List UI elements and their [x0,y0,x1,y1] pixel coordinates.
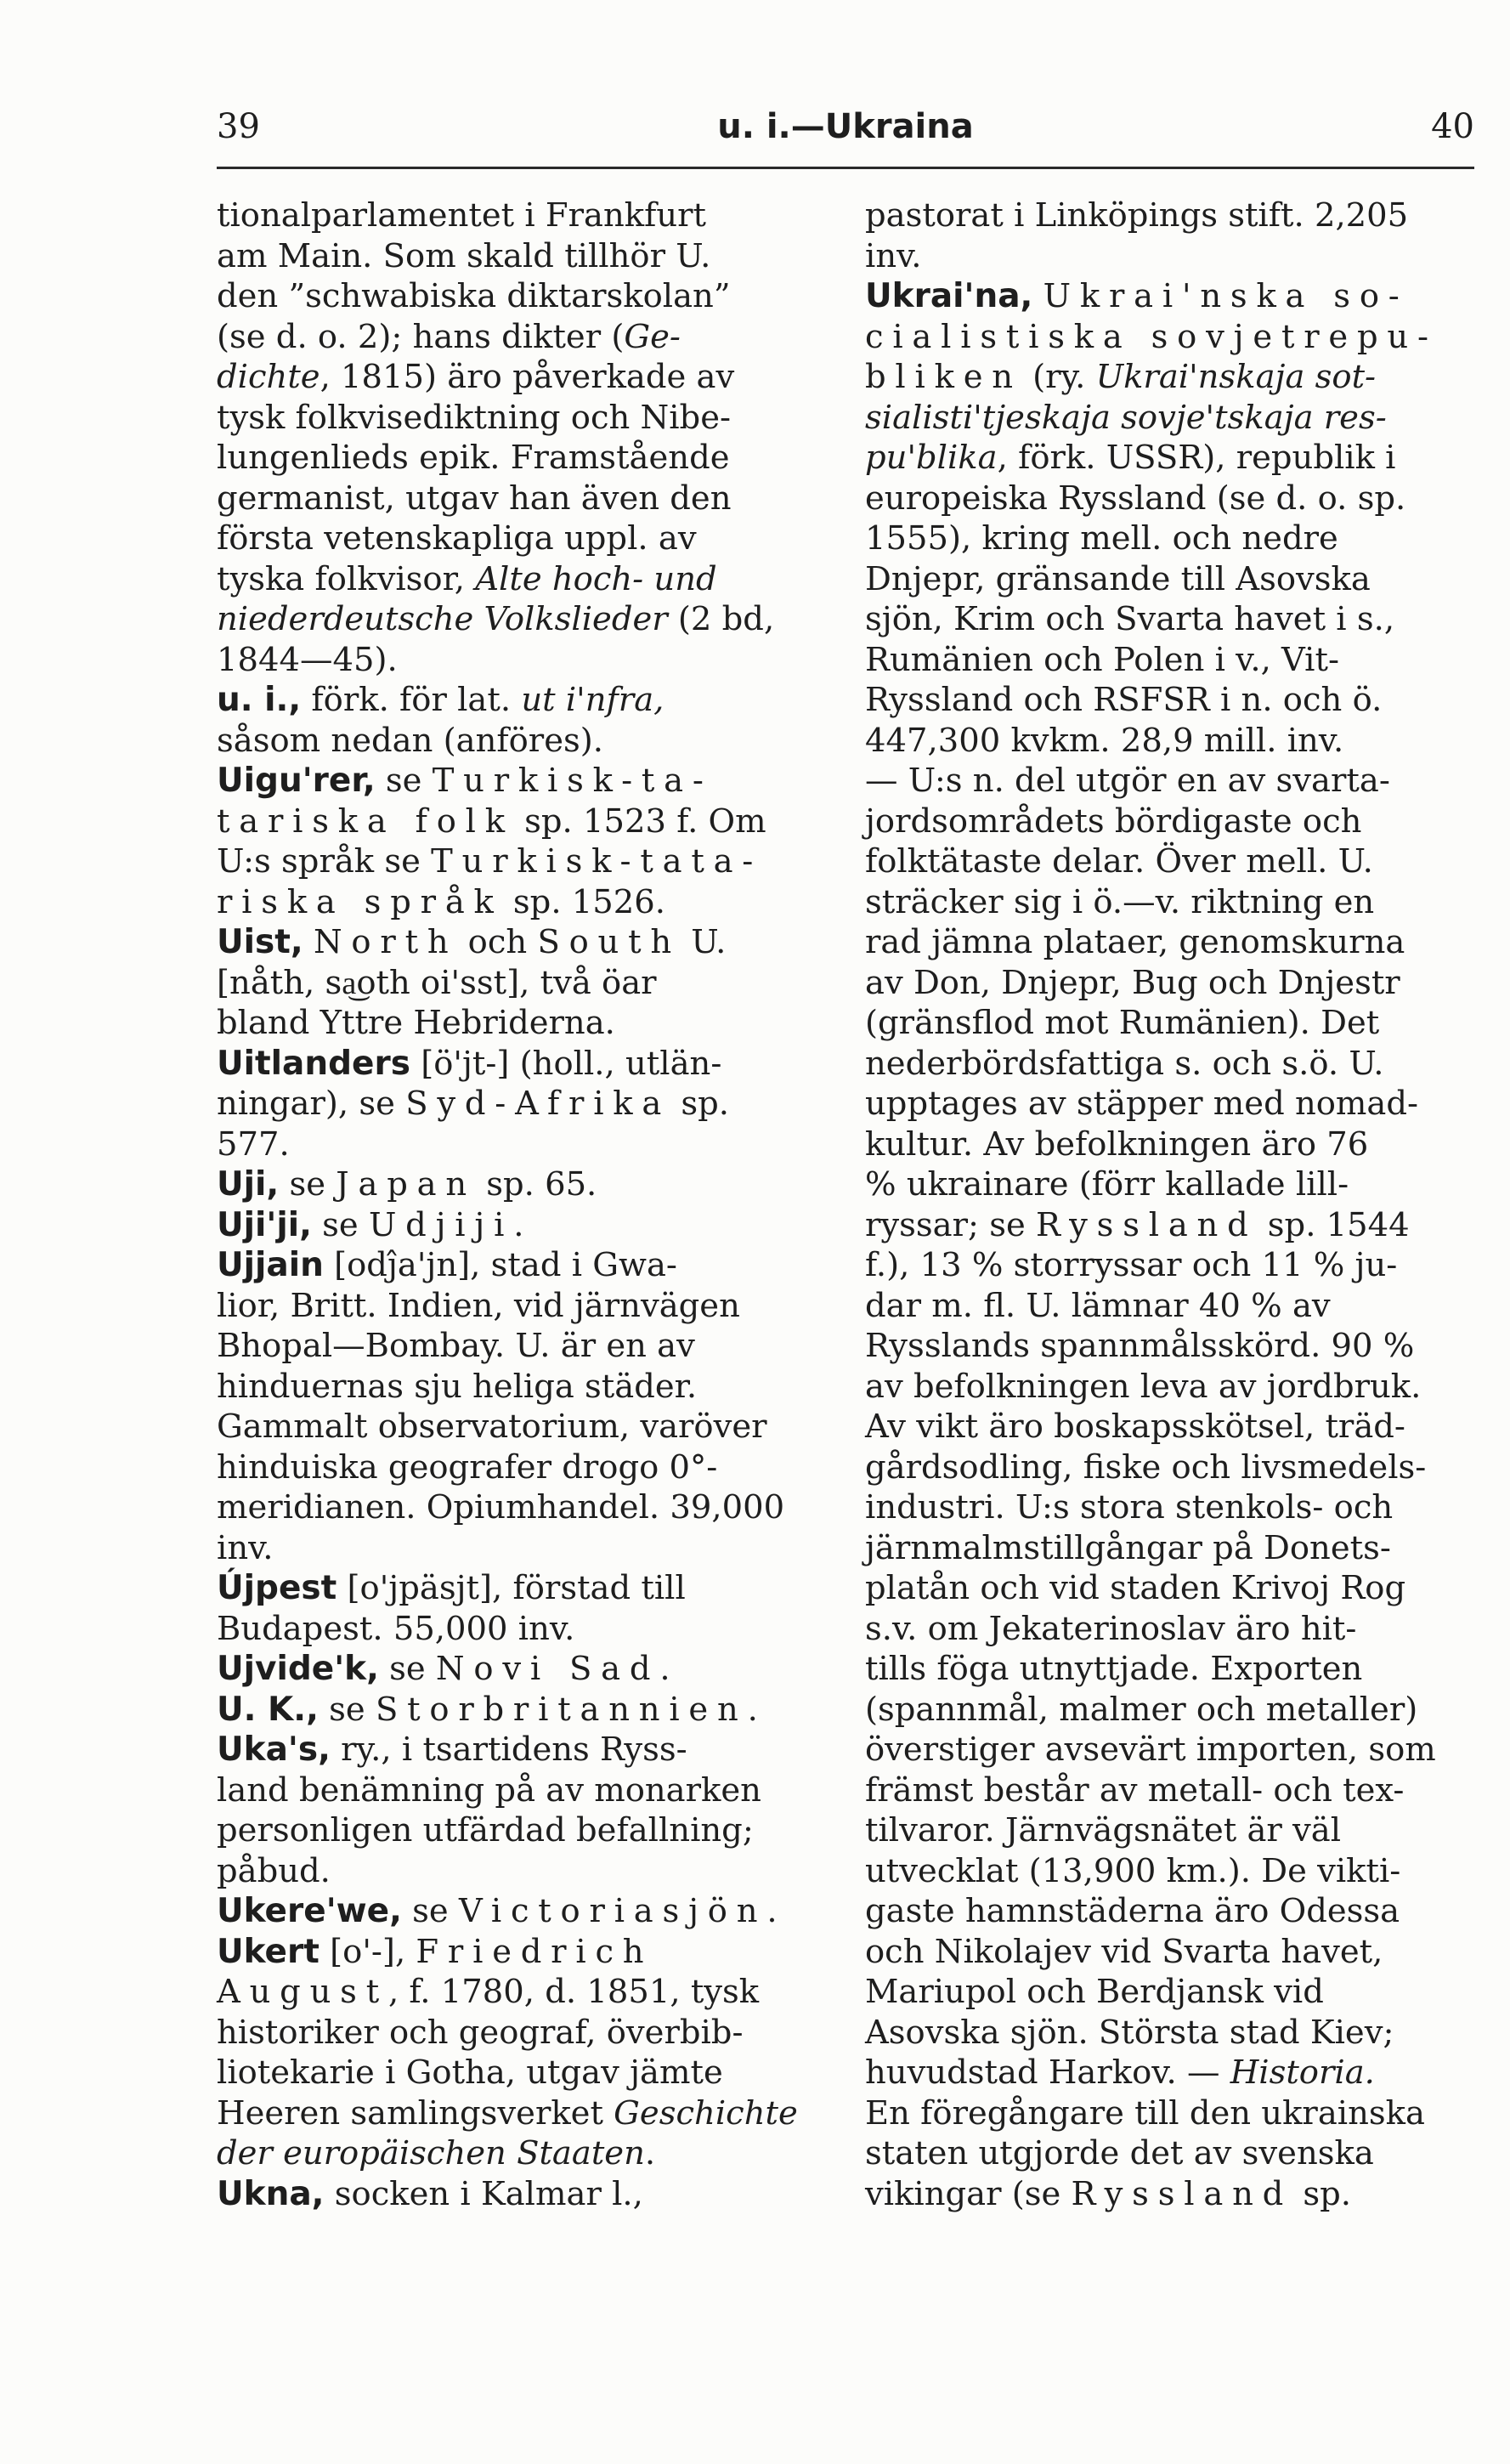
entry-ukerewe: Ukere'we, se Victoriasjön. [217,1892,778,1930]
headword: Ujjain [217,1246,324,1284]
text-line: meridianen. Opiumhandel. 39,000 [217,1488,785,1527]
text-line: Dnjepr, gränsande till Asovska [865,559,1371,598]
text-line: gaste hamnstäderna äro Odessa [865,1892,1400,1930]
entry-uitlanders: Uitlanders [ö'jt-] (holl., utlän- [217,1044,722,1083]
text-line: Heeren samlingsverket Geschichte [217,2093,798,2133]
headword: Ukere'we, [217,1892,402,1930]
text-line: huvudstad Harkov. — Historia. [865,2053,1375,2092]
text-line: riska språk sp. 1526. [217,882,666,921]
text-line: inv. [217,1528,274,1567]
text-line: staten utgjorde det av svenska [865,2134,1374,2172]
text-line: sialisti'tjeskaja sovje'tskaja res- [865,398,1387,437]
text-line: liotekarie i Gotha, utgav jämte [217,2053,723,2092]
entry-ujpest: Újpest [o'jpäsjt], förstad till [217,1569,686,1607]
text-line: Bhopal—Bombay. U. är en av [217,1327,695,1365]
text-line: vikingar (se Ryssland sp. [865,2174,1351,2213]
headword: Ujvide'k, [217,1650,379,1688]
text-line: tionalparlamentet i Frankfurt [217,196,707,235]
text-line: europeiska Ryssland (se d. o. sp. [865,479,1406,518]
text-line: % ukrainare (förr kallade lill- [865,1165,1349,1204]
text-line: niederdeutsche Volkslieder (2 bd, [217,600,775,638]
entry-ujvidek: Ujvide'k, se Novi Sad. [217,1650,670,1688]
headword: Uist, [217,923,303,961]
text-line: nederbördsfattiga s. och s.ö. U. [865,1044,1384,1083]
text-line: historiker och geograf, överbib- [217,2013,744,2052]
text-line: folktätaste delar. Över mell. U. [865,842,1373,881]
text-line: industri. U:s stora stenkols- och [865,1488,1394,1527]
text-line: Budapest. 55,000 inv. [217,1609,575,1648]
text-line: tilvaror. Järnvägsnätet är väl [865,1811,1342,1849]
text-line: bliken (ry. Ukrai'nskaja sot- [865,358,1377,396]
text-line: land benämning på av monarken [217,1770,761,1810]
text-line: dar m. fl. U. lämnar 40 % av [865,1286,1331,1325]
text-line: av Don, Dnjepr, Bug och Dnjestr [865,963,1400,1002]
page-number-left: 39 [217,107,260,146]
headword: Ukrai'na, [865,277,1033,315]
text-line: och Nikolajev vid Svarta havet, [865,1932,1383,1971]
text-line: 1844—45). [217,640,398,679]
text-line: inv. [865,236,922,275]
text-line: En föregångare till den ukrainska [865,2093,1425,2133]
right-column [865,195,1473,2214]
text-line: lior, Britt. Indien, vid järnvägen [217,1286,740,1325]
text-line: (se d. o. 2); hans dikter (Ge- [217,317,681,356]
page-number-right: 40 [1431,107,1474,146]
text-line: påbud. [217,1851,331,1890]
text-line: såsom nedan (anföres). [217,721,604,760]
text-line: Av vikt äro boskapsskötsel, träd- [865,1408,1405,1446]
text-line: tyska folkvisor, Alte hoch- und [217,559,717,598]
entry-uji: Uji, se Japan sp. 65. [217,1165,597,1204]
text-line: [nåth, sa͜oth oi'sst], två öar [217,963,657,1002]
entry-uist: Uist, North och South U. [217,923,727,961]
text-line: am Main. Som skald tillhör U. [217,236,711,275]
left-column [217,195,824,2214]
entry-ukert: Ukert [o'-], Friedrich [217,1932,653,1971]
text-line: hinduiska geografer drogo 0°- [217,1447,718,1487]
headword: u. i., [217,681,302,719]
entry-uk: U. K., se Storbritannien. [217,1690,758,1729]
text-line: (spannmål, malmer och metaller) [865,1690,1418,1729]
text-line: första vetenskapliga uppl. av [217,519,697,558]
text-line: ningar), se Syd-Afrika sp. [217,1085,730,1123]
text-line: hinduernas sju heliga städer. [217,1367,698,1406]
text-line: Gammalt observatorium, varöver [217,1408,767,1446]
text-line: personligen utfärdad befallning; [217,1811,754,1849]
text-line: bland Yttre Hebriderna. [217,1004,615,1042]
text-line: Asovska sjön. Största stad Kiev; [865,2013,1394,2052]
text-line: — U:s n. del utgör en av svarta- [865,762,1390,800]
header-rule [217,167,1474,169]
headword: Ukert [217,1932,320,1971]
headword: Uigu'rer, [217,762,376,800]
text-line: (gränsflod mot Rumänien). Det [865,1004,1380,1042]
text-line: rad jämna plataer, genomskurna [865,923,1405,961]
text-line: pastorat i Linköpings stift. 2,205 [865,196,1409,235]
headword: U. K., [217,1690,319,1729]
text-line: Ryssland och RSFSR i n. och ö. [865,681,1383,719]
entry-ukas: Uka's, ry., i tsartidens Ryss- [217,1730,687,1769]
entry-ujiji: Uji'ji, se Udjiji. [217,1205,524,1244]
headword: Uji, [217,1165,280,1204]
text-line: tills föga utnyttjade. Exporten [865,1650,1363,1688]
text-line: 447,300 kvkm. 28,9 mill. inv. [865,721,1344,760]
text-line: tariska folk sp. 1523 f. Om [217,802,766,841]
text-line: överstiger avsevärt importen, som [865,1730,1436,1769]
text-line: utvecklat (13,900 km.). De vikti- [865,1851,1401,1890]
text-line: cialistiska sovjetrepu- [865,317,1438,356]
text-line: Rysslands spannmålsskörd. 90 % [865,1327,1415,1365]
text-line: pu'blika, förk. USSR), republik i [865,439,1396,477]
text-line: av befolkningen leva av jordbruk. [865,1367,1422,1406]
running-title: u. i.—Ukraina [717,107,974,146]
text-line: 577. [217,1124,290,1164]
entry-ukraina: Ukrai'na, Ukrai'nska so- [865,277,1409,315]
text-line: ryssar; se Ryssland sp. 1544 [865,1205,1410,1244]
headword: Uka's, [217,1730,331,1769]
text-line: Rumänien och Polen i v., Vit- [865,640,1339,679]
page-header [217,107,1474,158]
text-line: den ”schwabiska diktarskolan” [217,277,731,315]
entry-ui: u. i., förk. för lat. ut i'nfra, [217,681,665,719]
text-line: August, f. 1780, d. 1851, tysk [217,1973,760,2011]
text-line: germanist, utgav han även den [217,479,732,518]
text-line: dichte, 1815) äro påverkade av [217,358,735,396]
text-line: upptages av stäpper med nomad- [865,1085,1419,1123]
text-line: sträcker sig i ö.—v. riktning en [865,882,1375,921]
text-line: der europäischen Staaten. [217,2134,656,2172]
headword: Ukna, [217,2174,325,2213]
text-line: jordsområdets bördigaste och [865,802,1362,841]
headword: Uji'ji, [217,1205,312,1244]
text-line: lungenlieds epik. Framstående [217,439,730,477]
text-line: kultur. Av befolkningen äro 76 [865,1124,1369,1164]
text-line: Mariupol och Berdjansk vid [865,1973,1324,2011]
headword: Uitlanders [217,1044,410,1083]
headword: Újpest [217,1569,337,1607]
text-line: s.v. om Jekaterinoslav äro hit- [865,1609,1357,1648]
entry-ujjain: Ujjain [odĵa'jn], stad i Gwa- [217,1246,677,1284]
text-line: främst består av metall- och tex- [865,1770,1405,1810]
entry-uigurer: Uigu'rer, se Turkisk-ta- [217,762,713,800]
text-line: 1555), kring mell. och nedre [865,519,1338,558]
text-line: f.), 13 % storryssar och 11 % ju- [865,1246,1398,1284]
text-line: sjön, Krim och Svarta havet i s., [865,600,1395,638]
entry-ukna: Ukna, socken i Kalmar l., [217,2174,643,2213]
text-line: U:s språk se Turkisk-tata- [217,842,763,881]
text-line: platån och vid staden Krivoj Rog [865,1569,1406,1607]
text-line: järnmalmstillgångar på Donets- [865,1528,1391,1567]
text-line: gårdsodling, fiske och livsmedels- [865,1447,1427,1487]
text-line: tysk folkvisediktning och Nibe- [217,398,731,437]
